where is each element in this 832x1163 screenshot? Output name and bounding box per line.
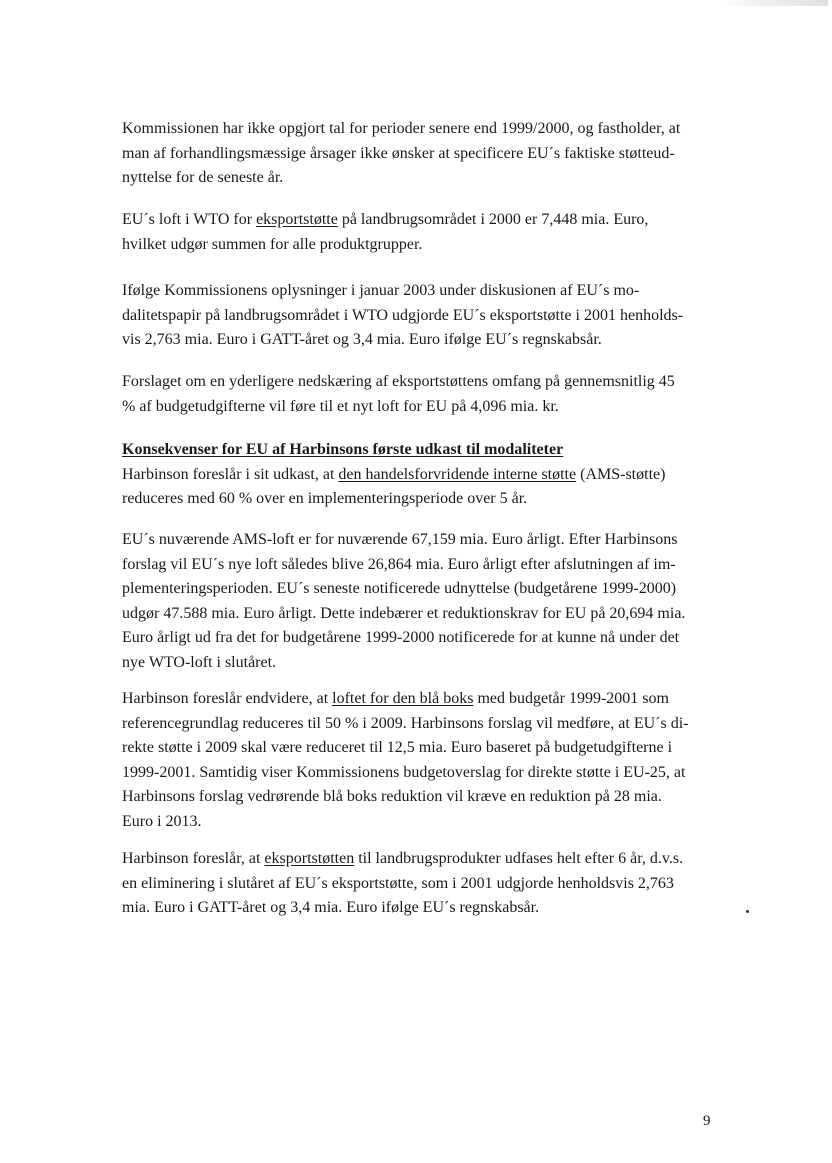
- section-heading: Konsekvenser for EU af Harbinsons første udkast til modaliteter: [122, 441, 564, 458]
- text-line: nye WTO-loft i slutåret.: [122, 653, 277, 671]
- underlined-term: loftet for den blå boks: [332, 690, 474, 707]
- text-line: hvilket udgør summen for alle produktgrupper.: [122, 235, 423, 253]
- scan-artifact: [718, 0, 828, 6]
- text-line: vis 2,763 mia. Euro i GATT-året og 3,4 mia. Euro ifølge EU´s regnskabsår.: [122, 331, 602, 348]
- paragraph-commission-figures: [122, 117, 722, 191]
- text-line: EU´s nuværende AMS-loft er for nuværende 67,159 mia. Euro årligt. Efter Harbinsons: [122, 531, 678, 548]
- text-line: % af budgetudgifterne vil føre til et nyt loft for EU på 4,096 mia. kr.: [122, 397, 559, 415]
- text-line: Euro årligt ud fra det for budgetårene 1999-2000 notificerede for at kunne nå under det: [122, 629, 680, 646]
- section-consequences: [122, 438, 722, 512]
- text-line: en eliminering i slutåret af EU´s eksportstøtte, som i 2001 udgjorde henholdsvis 2,763: [122, 874, 674, 892]
- text-line: man af forhandlingsmæssige årsager ikke ønsker at specificere EU´s faktiske støtteud-: [122, 144, 675, 162]
- text-line: EU´s loft i WTO for eksportstøtte på landbrugsområdet i 2000 er 7,448 mia. Euro,: [122, 211, 649, 228]
- text-line: Harbinson foreslår, at eksportstøtten til landbrugsprodukter udfases helt efter 6 år, d.v.s.: [122, 850, 684, 867]
- text-line: Kommissionen har ikke opgjort tal for perioder senere end 1999/2000, og fastholder, at: [122, 120, 681, 137]
- paragraph-ams-ceiling: [122, 528, 722, 675]
- underlined-term: eksportstøtten: [264, 850, 355, 867]
- text-line: Euro i 2013.: [122, 812, 202, 830]
- page-number: 9: [703, 1113, 711, 1129]
- text-line: referencegrundlag reduceres til 50 % i 2009. Harbinsons forslag vil medføre, at EU´s di-: [122, 714, 689, 732]
- paragraph-commission-info: [122, 279, 722, 353]
- text-line: Forslaget om en yderligere nedskæring af eksportstøttens omfang på gennemsnitlig 45: [122, 373, 675, 390]
- paragraph-export-phaseout: [122, 847, 722, 921]
- underlined-term: eksportstøtte: [256, 211, 338, 228]
- scan-speck: [746, 910, 749, 913]
- underlined-term: den handelsforvridende interne støtte: [338, 465, 577, 483]
- text-line: mia. Euro i GATT-året og 3,4 mia. Euro ifølge EU´s regnskabsår.: [122, 899, 540, 916]
- text-line: Ifølge Kommissionens oplysninger i januar 2003 under diskusionen af EU´s mo-: [122, 282, 640, 299]
- text-line: udgør 47.588 mia. Euro årligt. Dette indebærer et reduktionskrav for EU på 20,694 mia.: [122, 604, 686, 622]
- text-line: plementeringsperioden. EU´s seneste notificerede udnyttelse (budgetårene 1999-2000): [122, 580, 677, 597]
- text-line: dalitetspapir på landbrugsområdet i WTO udgjorde EU´s eksportstøtte i 2001 henholds-: [122, 306, 684, 324]
- paragraph-export-ceiling: [122, 208, 722, 257]
- text-line: nyttelse for de seneste år.: [122, 169, 284, 186]
- text-line: forslag vil EU´s nye loft således blive 26,864 mia. Euro årligt efter afslutningen af im-: [122, 555, 676, 573]
- text-line: 1999-2001. Samtidig viser Kommissionens budgetoverslag for direkte støtte i EU-25, at: [122, 763, 686, 781]
- text-line: Harbinson foreslår i sit udkast, at den handelsforvridende interne støtte (AMS-støtte): [122, 465, 666, 483]
- paragraph-proposal-cut: [122, 370, 722, 419]
- text-line: reduceres med 60 % over en implementeringsperiode over 5 år.: [122, 490, 528, 507]
- paragraph-blue-box: [122, 687, 722, 834]
- text-line: Harbinsons forslag vedrørende blå boks reduktion vil kræve en reduktion på 28 mia.: [122, 788, 662, 805]
- text-line: Harbinson foreslår endvidere, at loftet for den blå boks med budgetår 1999-2001 som: [122, 690, 669, 707]
- text-line: rekte støtte i 2009 skal være reduceret til 12,5 mia. Euro baseret på budgetudgifterne i: [122, 739, 673, 756]
